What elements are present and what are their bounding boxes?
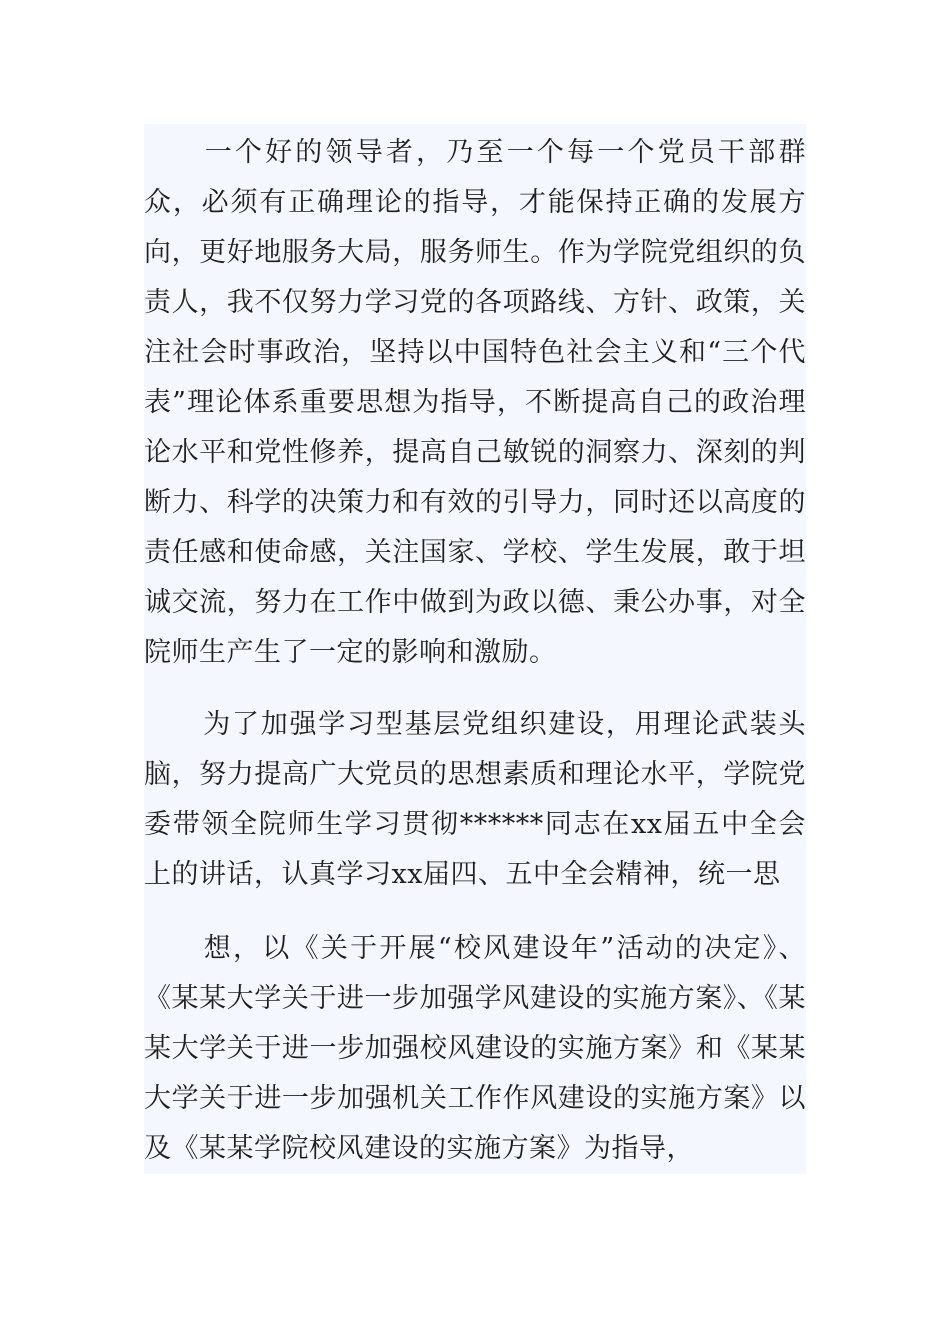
paragraph-spacer	[144, 678, 806, 700]
paragraph-2	[144, 700, 806, 900]
document-body	[144, 124, 806, 1174]
paragraph-2-text: 为了加强学习型基层党组织建设，用理论武装头脑，努力提高广大党员的思想素质和理论水平，学院党委带领全院师生学习贯彻******同志在xx届五中全会上的讲话，认真学习xx届四、五中全会精神，统一思	[144, 709, 806, 890]
paragraph-3	[144, 924, 806, 1174]
paragraph-1-text: 一个好的领导者，乃至一个每一个党员干部群众，必须有正确理论的指导，才能保持正确的发展方向，更好地服务大局，服务师生。作为学院党组织的负责人，我不仅努力学习党的各项路线、方针、政策，关注社会时事政治，坚持以中国特色社会主义和“三个代表”理论体系重要思想为指导，不断提高自己的政治理论水平和党性修养，提高自己敏锐的洞察力、深刻的判断力、科学的决策力和有效的引导力，同时还以高度的责任感和使命感，关注国家、学校、学生发展，敢于坦诚交流，努力在工作中做到为政以德、秉公办事，对全院师生产生了一定的影响和激励。	[144, 137, 806, 668]
paragraph-1	[144, 124, 806, 678]
paragraph-spacer	[144, 900, 806, 924]
paragraph-3-text: 想，以《关于开展“校风建设年”活动的决定》、《某某大学关于进一步加强学风建设的实施方案》、《某某大学关于进一步加强校风建设的实施方案》和《某某大学关于进一步加强机关工作作风建设的实施方案》以及《某某学院校风建设的实施方案》为指导，	[144, 933, 806, 1164]
